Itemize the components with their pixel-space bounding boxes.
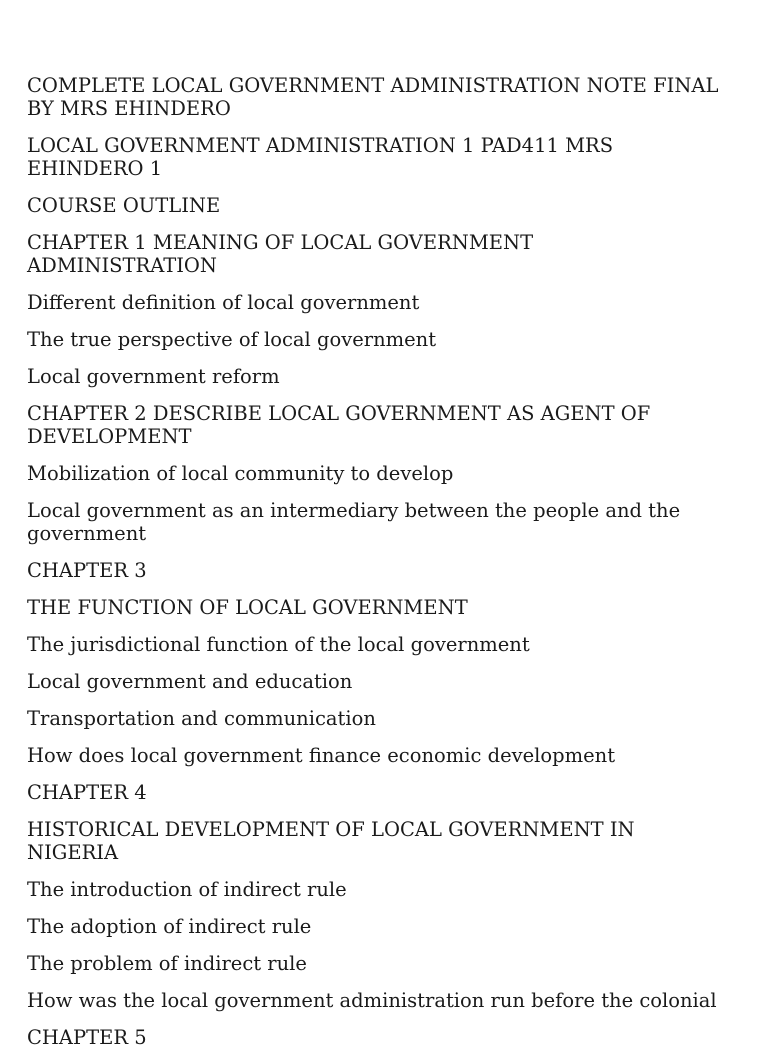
outline-item: Mobilization of local community to develop <box>27 462 454 485</box>
chapter-5-heading: CHAPTER 5 <box>27 1026 147 1049</box>
outline-item: The jurisdictional function of the local government <box>27 633 530 656</box>
chapter-2-heading: CHAPTER 2 DESCRIBE LOCAL GOVERNMENT AS AGENT OF DEVELOPMENT <box>27 402 651 448</box>
outline-item: The problem of indirect rule <box>27 952 307 975</box>
chapter-1-heading: CHAPTER 1 MEANING OF LOCAL GOVERNMENT ADMINISTRATION <box>27 231 534 277</box>
outline-item: How does local government finance economic development <box>27 744 616 767</box>
outline-item: Local government and education <box>27 670 353 693</box>
chapter-3-title: THE FUNCTION OF LOCAL GOVERNMENT <box>27 596 468 619</box>
outline-item: How was the local government administration run before the colonial <box>27 989 717 1012</box>
outline-item: Different definition of local government <box>27 291 420 314</box>
document-title: COMPLETE LOCAL GOVERNMENT ADMINISTRATION NOTE FINAL BY MRS EHINDERO <box>27 74 719 120</box>
outline-item: Local government reform <box>27 365 280 388</box>
course-outline-heading: COURSE OUTLINE <box>27 194 221 217</box>
document-page <box>27 74 727 1063</box>
outline-item: The true perspective of local government <box>27 328 437 351</box>
outline-item: Transportation and communication <box>27 707 376 730</box>
outline-item: Local government as an intermediary between the people and the government <box>27 499 681 545</box>
course-code-line: LOCAL GOVERNMENT ADMINISTRATION 1 PAD411 MRS EHINDERO 1 <box>27 134 614 180</box>
chapter-4-title: HISTORICAL DEVELOPMENT OF LOCAL GOVERNMENT IN NIGERIA <box>27 818 635 864</box>
outline-item: The adoption of indirect rule <box>27 915 312 938</box>
outline-item: The introduction of indirect rule <box>27 878 347 901</box>
chapter-3-heading: CHAPTER 3 <box>27 559 147 582</box>
chapter-4-heading: CHAPTER 4 <box>27 781 147 804</box>
